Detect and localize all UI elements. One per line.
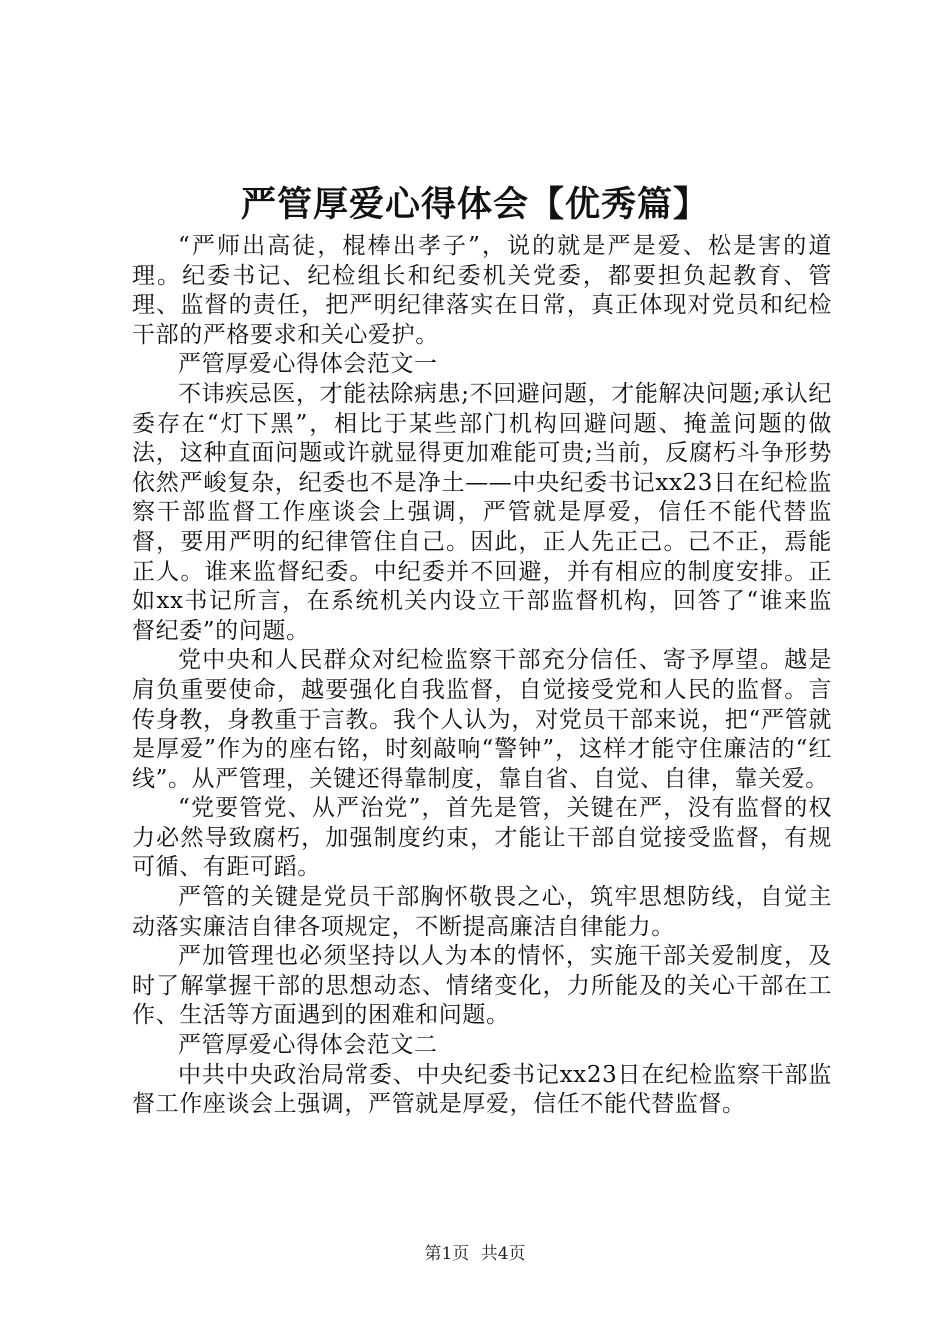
document-body	[132, 232, 832, 1120]
page-footer	[0, 1243, 950, 1265]
document-title: 严管厚爱心得体会【优秀篇】	[240, 184, 709, 225]
paragraph: 严管的关键是党员干部胸怀敬畏之心，筑牢思想防线，自觉主动落实廉洁自律各项规定，不断提高廉洁自律能力。	[132, 884, 832, 940]
paragraph: 党中央和人民群众对纪检监察干部充分信任、寄予厚望。越是肩负重要使命，越要强化自我监督，自觉接受党和人民的监督。言传身教，身教重于言教。我个人认为，对党员干部来说，把“严管就是厚爱”作为的座右铭，时刻敲响“警钟”，这样才能守住廉洁的“红线”。从严管理，关键还得靠制度，靠自省、自觉、自律，靠关爱。	[132, 647, 832, 792]
paragraph: 不讳疾忌医，才能祛除病患;不回避问题，才能解决问题;承认纪委存在“灯下黑”，相比于某些部门机构回避问题、掩盖问题的做法，这种直面问题或许就显得更加难能可贵;当前，反腐朽斗争形势依然严峻复杂，纪委也不是净土——中央纪委书记xx23日在纪检监察干部监督工作座谈会上强调，严管就是厚爱，信任不能代替监督，要用严明的纪律管住自己。因此，正人先正己。己不正，焉能正人。谁来监督纪委。中纪委并不回避，并有相应的制度安排。正如xx书记所言，在系统机关内设立干部监督机构，回答了“谁来监督纪委”的问题。	[132, 380, 832, 644]
paragraph: “党要管党、从严治党”，首先是管，关键在严，没有监督的权力必然导致腐朽，加强制度约束，才能让干部自觉接受监督，有规可循、有距可蹈。	[132, 795, 832, 881]
paragraph: 严加管理也必须坚持以人为本的情怀，实施干部关爱制度，及时了解掌握干部的思想动态、情绪变化，力所能及的关心干部在工作、生活等方面遇到的困难和问题。	[132, 943, 832, 1029]
section-heading: 严管厚爱心得体会范文一	[178, 351, 438, 378]
page-total: 共4页	[480, 1244, 526, 1264]
paragraph: 中共中央政治局常委、中央纪委书记xx23日在纪检监察干部监督工作座谈会上强调，严管就是厚爱，信任不能代替监督。	[132, 1061, 832, 1118]
page-number: 第1页	[424, 1244, 470, 1264]
paragraph: “严师出高徒，棍棒出孝子”，说的就是严是爱、松是害的道理。纪委书记、纪检组长和纪委机关党委，都要担负起教育、管理、监督的责任，把严明纪律落实在日常，真正体现对党员和纪检干部的严格要求和关心爱护。	[132, 233, 832, 348]
section-heading: 严管厚爱心得体会范文二	[178, 1032, 438, 1059]
